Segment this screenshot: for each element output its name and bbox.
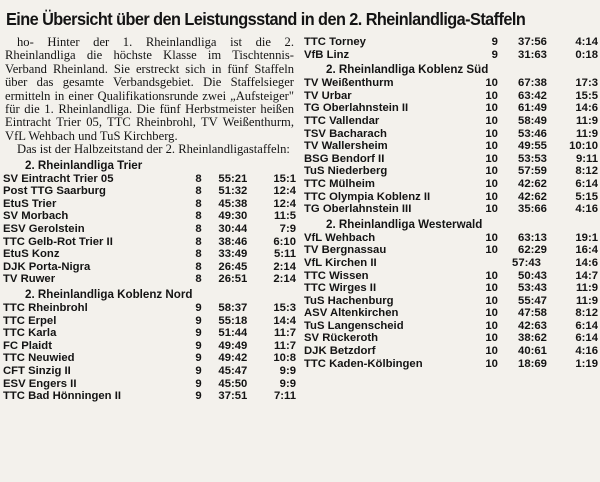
team-name: TV Ruwer xyxy=(3,273,56,286)
table-row xyxy=(304,165,598,178)
section-title: 2. Rheinlandliga Koblenz Süd xyxy=(326,63,489,77)
team-name: VfL Wehbach xyxy=(304,231,376,244)
team-name: TTC Torney xyxy=(304,36,366,48)
game-score: 45:47 xyxy=(218,364,248,377)
section-koblenz-nord xyxy=(3,288,296,403)
table-row xyxy=(304,77,598,90)
points: 11:5 xyxy=(274,210,296,223)
team-name: FC Plaidt xyxy=(3,339,52,352)
games-played: 10 xyxy=(485,307,498,320)
games-played: 10 xyxy=(485,140,498,153)
points: 19:1 xyxy=(575,231,598,244)
points: 11:9 xyxy=(576,282,598,295)
points: 11:9 xyxy=(576,127,598,140)
team-name: EtuS Konz xyxy=(3,248,60,261)
team-name: TG Oberlahnstein III xyxy=(304,203,412,216)
game-score: 51:32 xyxy=(218,185,248,198)
section-title: 2. Rheinlandliga Koblenz Nord xyxy=(25,288,193,301)
team-name: TTC Neuwied xyxy=(3,352,75,365)
intro-paragraph: Das ist der Halbzeitstand der 2. Rheinlandligastaffeln: xyxy=(17,142,290,157)
team-name: TuS Niederberg xyxy=(304,165,388,178)
points: 0:18 xyxy=(575,48,598,61)
table-row xyxy=(3,185,296,198)
intro-paragraph: ho- Hinter der 1. Rheinlandliga ist die 2. Rheinlandliga die höchste Klasse im Tischtennis-Verband Rheinland. Sie erstreckt sich in fünf Staffeln über das gesamte Verbandsgebiet. Die Staffelsieger ermitteln in einer Qualifikationsrunde zwei „Aufsteiger" für die 1. Rheinlandliga. Die fünf Herbstmeister heißen Eintracht Trier 05, TTC Rheinbrohl, TV Weißenthurm, VfL Wehbach und TuS Kirchberg. xyxy=(5,35,294,143)
points: 12:4 xyxy=(273,185,296,198)
team-name: TTC Rheinbrohl xyxy=(3,302,88,314)
game-score: 49:55 xyxy=(518,140,547,153)
points: 11:7 xyxy=(274,339,296,352)
team-name: TSV Bacharach xyxy=(304,127,387,140)
table-row xyxy=(3,390,296,403)
game-score: 53:53 xyxy=(518,152,547,165)
points: 4:14 xyxy=(575,36,598,48)
points: 5:11 xyxy=(274,248,296,261)
points: 1:19 xyxy=(575,357,598,370)
team-name: EtuS Trier xyxy=(3,197,57,210)
team-name: TTC Olympia Koblenz II xyxy=(304,190,431,203)
table-row xyxy=(304,203,598,216)
team-name: TV Wallersheim xyxy=(304,140,388,153)
team-name: TTC Gelb-Rot Trier II xyxy=(3,235,113,248)
points: 6:10 xyxy=(273,235,296,248)
table-row xyxy=(3,340,296,353)
game-score: 37:51 xyxy=(218,390,248,403)
points: 15:1 xyxy=(273,172,296,185)
games-played: 10 xyxy=(485,127,498,140)
table-row xyxy=(3,261,296,274)
game-score: 61:49 xyxy=(518,102,547,115)
game-score: 26:45 xyxy=(218,260,248,273)
games-played: 8 xyxy=(195,172,202,185)
games-played: 10 xyxy=(485,244,498,257)
game-score: 57:59 xyxy=(518,165,547,178)
table-row xyxy=(304,140,598,153)
games-played: 10 xyxy=(485,269,498,282)
games-played: 10 xyxy=(485,357,498,370)
points: 11:9 xyxy=(576,294,598,307)
game-score: 55:21 xyxy=(218,172,248,185)
game-score: 50:43 xyxy=(518,269,547,282)
points: 15:5 xyxy=(575,89,598,102)
team-name: DJK Porta-Nigra xyxy=(3,260,91,273)
section-trier xyxy=(3,159,296,286)
game-score: 47:58 xyxy=(518,307,547,320)
games-played: 9 xyxy=(491,48,498,61)
standings-table xyxy=(304,77,598,216)
games-played: 8 xyxy=(195,185,202,198)
table-row xyxy=(304,115,598,128)
points: 7:9 xyxy=(279,223,296,236)
game-score: 42:62 xyxy=(518,190,547,203)
points: 7:11 xyxy=(274,390,296,403)
points: 12:4 xyxy=(273,197,296,210)
headline: Eine Übersicht über den Leistungsstand in den 2. Rheinlandliga-Staffeln xyxy=(6,9,526,29)
team-name: ESV Gerolstein xyxy=(3,223,85,236)
points: 9:9 xyxy=(279,377,296,390)
table-row xyxy=(3,273,296,286)
table-row xyxy=(3,236,296,249)
team-name: TTC Mülheim xyxy=(304,177,375,190)
game-score: 63:42 xyxy=(518,89,547,102)
points: 2:14 xyxy=(273,273,296,286)
points: 6:14 xyxy=(575,332,598,345)
games-played: 10 xyxy=(485,190,498,203)
table-row xyxy=(304,358,598,371)
table-row xyxy=(3,223,296,236)
intro-text xyxy=(3,36,296,157)
game-score: 58:49 xyxy=(518,114,547,127)
table-row xyxy=(3,327,296,340)
game-score: 40:61 xyxy=(518,345,547,358)
game-score: 53:46 xyxy=(518,127,547,140)
games-played: 10 xyxy=(485,89,498,102)
team-name: ESV Engers II xyxy=(3,377,77,390)
points: 15:3 xyxy=(273,302,296,314)
game-score: 55:18 xyxy=(218,314,248,327)
table-row xyxy=(304,345,598,358)
points: 10:10 xyxy=(569,140,598,153)
table-row xyxy=(3,352,296,365)
game-score: 42:63 xyxy=(518,319,547,332)
section-westerwald xyxy=(304,218,598,371)
standings-table xyxy=(304,232,598,371)
points: 11:7 xyxy=(274,327,296,340)
games-played: 9 xyxy=(195,314,202,327)
points: 9:11 xyxy=(576,152,598,165)
team-name: TTC Vallendar xyxy=(304,114,380,127)
games-played: 9 xyxy=(195,364,202,377)
table-row xyxy=(304,244,598,257)
team-name: TV Bergnassau xyxy=(304,244,387,257)
game-score: 38:62 xyxy=(518,332,547,345)
points: 6:14 xyxy=(575,319,598,332)
table-row xyxy=(304,36,598,49)
game-score: 62:29 xyxy=(518,244,547,257)
game-score: 53:43 xyxy=(518,282,547,295)
points: 17:3 xyxy=(575,77,598,90)
games-played: 10 xyxy=(485,294,498,307)
points: 10:8 xyxy=(273,352,296,365)
table-row xyxy=(304,153,598,166)
team-name: Post TTG Saarburg xyxy=(3,185,106,198)
right-column xyxy=(304,36,598,370)
team-name: SV Morbach xyxy=(3,210,69,223)
table-row xyxy=(304,102,598,115)
games-played: 8 xyxy=(195,260,202,273)
games-played: 10 xyxy=(485,165,498,178)
points: 2:14 xyxy=(273,260,296,273)
points: 16:4 xyxy=(575,244,598,257)
left-column xyxy=(3,36,296,403)
game-score: 67:38 xyxy=(518,77,547,90)
table-row xyxy=(304,270,598,283)
standings-table-continued xyxy=(304,36,598,61)
game-score: 30:44 xyxy=(218,223,248,236)
game-score: 45:38 xyxy=(218,197,248,210)
points: 14:6 xyxy=(575,256,598,269)
table-row xyxy=(304,191,598,204)
team-name: SV Eintracht Trier 05 xyxy=(3,172,114,185)
games-played: 9 xyxy=(195,302,202,314)
team-name: TG Oberlahnstein II xyxy=(304,102,409,115)
team-name: SV Rückeroth xyxy=(304,332,379,345)
team-name: TTC Erpel xyxy=(3,314,57,327)
games-played: 9 xyxy=(195,339,202,352)
table-row xyxy=(304,49,598,62)
team-name: ASV Altenkirchen xyxy=(304,307,399,320)
section-title: 2. Rheinlandliga Westerwald xyxy=(326,217,483,231)
team-name: TTC Wissen xyxy=(304,269,369,282)
games-played: 10 xyxy=(485,152,498,165)
team-name: CFT Sinzig II xyxy=(3,364,71,377)
game-score: 58:37 xyxy=(218,302,248,314)
team-name: TuS Hachenburg xyxy=(304,294,394,307)
table-row xyxy=(304,128,598,141)
standings-table xyxy=(3,302,296,403)
game-score: 42:62 xyxy=(518,177,547,190)
table-row xyxy=(3,365,296,378)
table-row xyxy=(304,307,598,320)
points: 5:15 xyxy=(575,190,598,203)
game-score: 18:69 xyxy=(518,357,547,370)
table-row xyxy=(304,332,598,345)
points: 9:9 xyxy=(279,364,296,377)
table-row xyxy=(304,178,598,191)
game-score: 37:56 xyxy=(518,36,547,48)
game-score: 57:43 xyxy=(512,256,541,269)
points: 14:7 xyxy=(575,269,598,282)
team-name: TV Weißenthurm xyxy=(304,77,394,90)
games-played: 9 xyxy=(195,390,202,403)
team-name: TTC Kaden-Kölbingen xyxy=(304,357,423,370)
table-row xyxy=(3,378,296,391)
table-row xyxy=(3,248,296,261)
points: 6:14 xyxy=(575,177,598,190)
game-score: 55:47 xyxy=(518,294,547,307)
games-played: 9 xyxy=(195,377,202,390)
games-played: 8 xyxy=(195,248,202,261)
team-name: TTC Wirges II xyxy=(304,282,377,295)
table-row xyxy=(304,320,598,333)
game-score: 38:46 xyxy=(218,235,248,248)
standings-table xyxy=(3,173,296,286)
game-score: 49:49 xyxy=(218,339,248,352)
table-row xyxy=(304,282,598,295)
points: 8:12 xyxy=(575,307,598,320)
games-played: 9 xyxy=(195,352,202,365)
games-played: 10 xyxy=(485,177,498,190)
points: 14:4 xyxy=(273,314,296,327)
games-played: 10 xyxy=(485,282,498,295)
points: 4:16 xyxy=(575,203,598,216)
games-played: 10 xyxy=(485,319,498,332)
table-row xyxy=(304,90,598,103)
game-score: 63:13 xyxy=(518,231,547,244)
team-name: BSG Bendorf II xyxy=(304,152,385,165)
games-played: 10 xyxy=(485,114,498,127)
section-koblenz-sued xyxy=(304,63,598,216)
game-score: 49:30 xyxy=(218,210,248,223)
games-played: 10 xyxy=(485,77,498,90)
points: 4:16 xyxy=(575,345,598,358)
game-score: 51:44 xyxy=(218,327,248,340)
table-row xyxy=(304,232,598,245)
team-name: DJK Betzdorf xyxy=(304,345,376,358)
team-name: TuS Langenscheid xyxy=(304,319,404,332)
games-played: 10 xyxy=(485,332,498,345)
games-played: 10 xyxy=(485,231,498,244)
game-score: 33:49 xyxy=(218,248,248,261)
table-row xyxy=(3,315,296,328)
points: 11:9 xyxy=(576,114,598,127)
table-row xyxy=(3,198,296,211)
table-row xyxy=(3,173,296,186)
team-name: TV Urbar xyxy=(304,89,352,102)
section-title: 2. Rheinlandliga Trier xyxy=(25,158,143,172)
game-score: 26:51 xyxy=(218,273,248,286)
games-played: 8 xyxy=(195,273,202,286)
games-played: 9 xyxy=(195,327,202,340)
game-score: 45:50 xyxy=(218,377,248,390)
games-played: 8 xyxy=(195,223,202,236)
games-played: 10 xyxy=(485,203,498,216)
games-played: 8 xyxy=(195,197,202,210)
team-name: TTC Karla xyxy=(3,327,57,340)
games-played: 8 xyxy=(195,235,202,248)
game-score: 49:42 xyxy=(218,352,248,365)
team-name: TTC Bad Hönningen II xyxy=(3,390,121,403)
table-row xyxy=(3,210,296,223)
table-row xyxy=(304,257,598,270)
table-row xyxy=(304,295,598,308)
games-played: 8 xyxy=(195,210,202,223)
points: 14:6 xyxy=(575,102,598,115)
team-name: VfL Kirchen II xyxy=(304,256,377,269)
table-row xyxy=(3,302,296,315)
games-played: 9 xyxy=(491,36,498,48)
game-score: 35:66 xyxy=(518,203,547,216)
team-name: VfB Linz xyxy=(304,48,350,61)
games-played xyxy=(469,257,498,270)
games-played: 10 xyxy=(485,102,498,115)
game-score: 31:63 xyxy=(518,48,547,61)
points: 8:12 xyxy=(575,165,598,178)
games-played: 10 xyxy=(485,345,498,358)
